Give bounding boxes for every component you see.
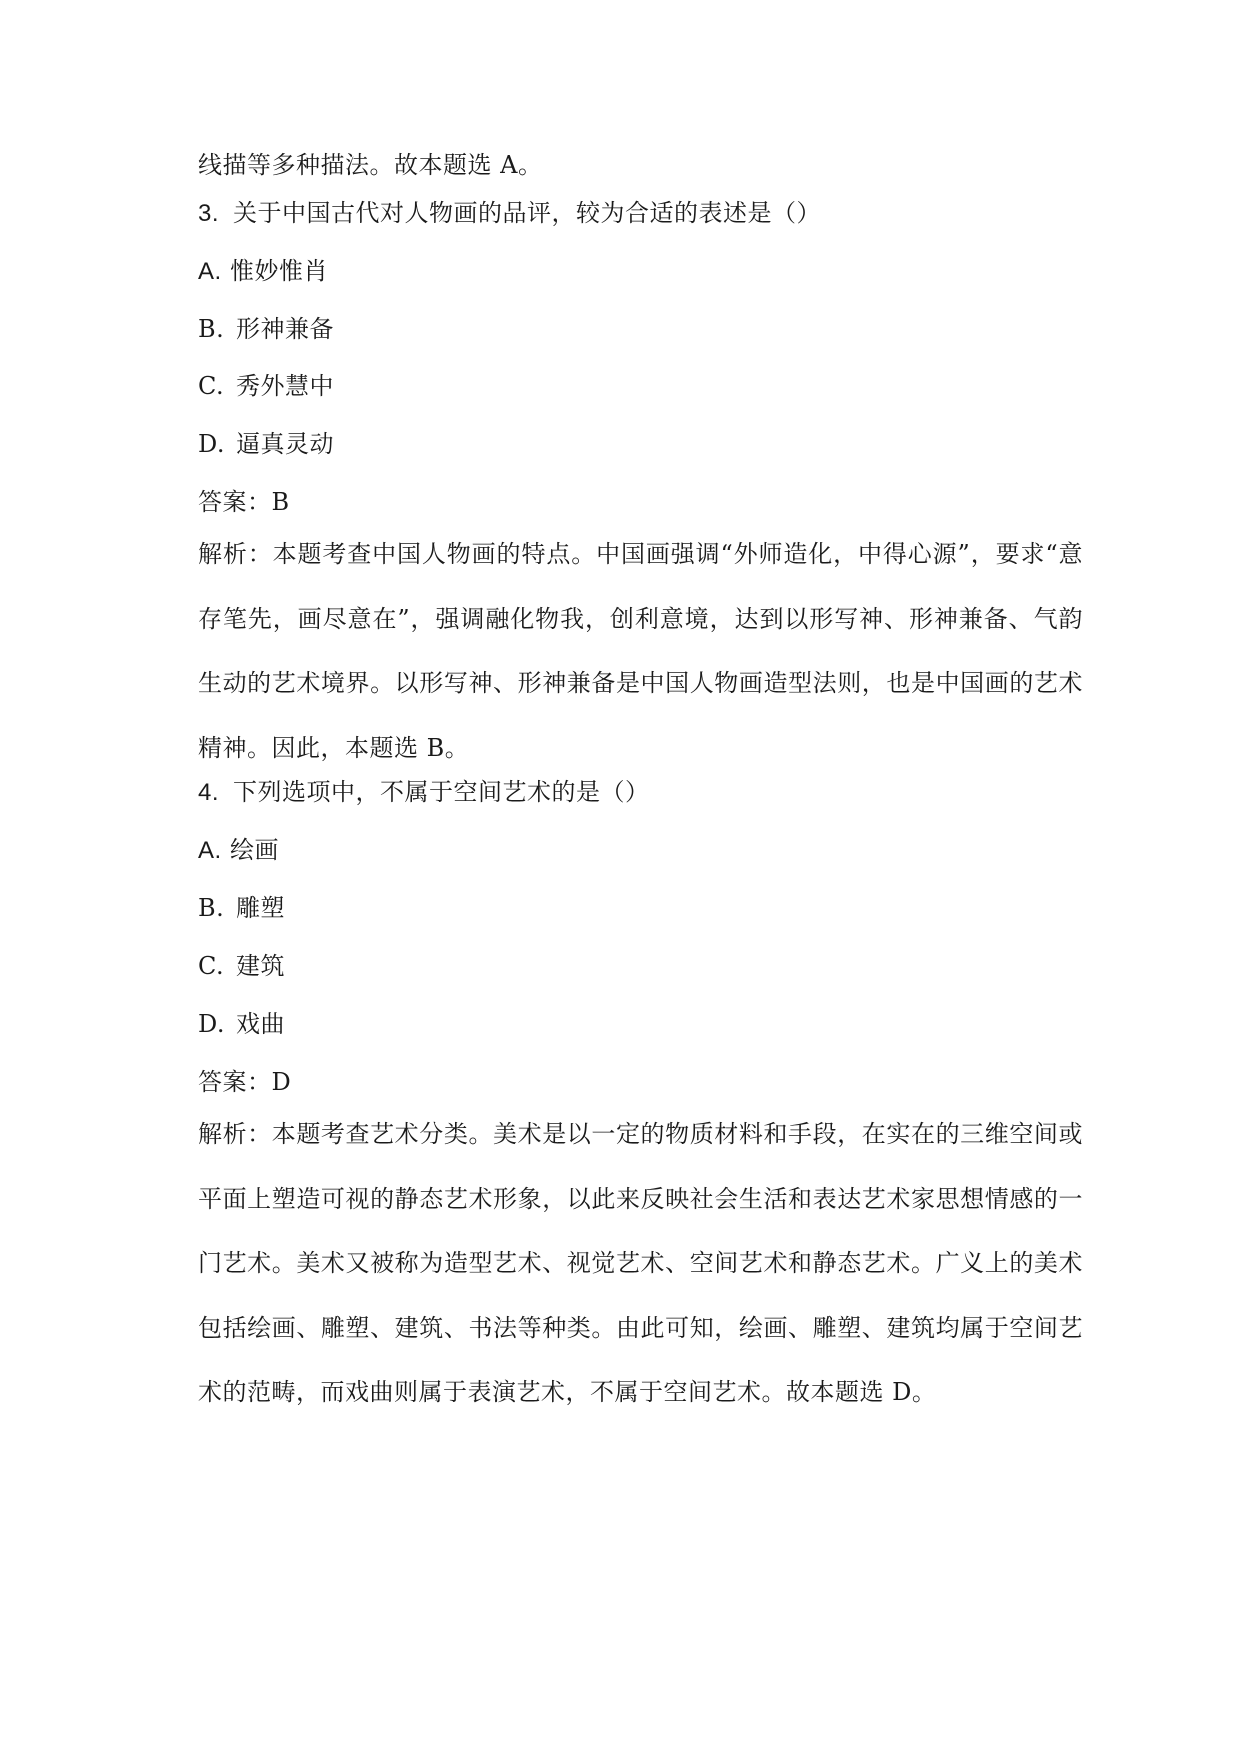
- option-letter: D.: [198, 1010, 226, 1038]
- option-letter: C.: [198, 952, 225, 980]
- option-text: 逼真灵动: [236, 430, 334, 458]
- option-text: 建筑: [236, 952, 285, 980]
- question-3-option-d: [198, 428, 334, 460]
- question-3-answer: 答案：B: [198, 488, 290, 516]
- option-text: 戏曲: [236, 1010, 285, 1038]
- option-letter: C.: [198, 372, 225, 400]
- question-4-option-b: [198, 892, 285, 924]
- option-text: 雕塑: [236, 894, 285, 922]
- option-letter: B.: [198, 315, 225, 343]
- question-number: 3.: [198, 200, 220, 227]
- option-text: 秀外慧中: [236, 372, 334, 400]
- question-4-stem-line: [198, 776, 650, 809]
- question-3-stem-line: [198, 197, 821, 230]
- option-text: 绘画: [230, 836, 279, 864]
- intro-line: 线描等多种描法。故本题选 A。: [198, 151, 543, 179]
- option-text: 形神兼备: [236, 315, 334, 343]
- question-number: 4.: [198, 779, 220, 806]
- question-4-option-a: [198, 834, 279, 867]
- question-3-analysis: 解析：本题考查中国人物画的特点。中国画强调“外师造化，中得心源”，要求“意存笔先，画尽意在”，强调融化物我，创利意境，达到以形写神、形神兼备、气韵生动的艺术境界。以形写神、形神兼备是中国人物画造型法则，也是中国画的艺术精神。因此，本题选 B。: [198, 540, 1083, 762]
- option-letter: A.: [198, 258, 222, 285]
- option-letter: A.: [198, 837, 222, 864]
- question-3-option-b: [198, 313, 334, 345]
- question-stem: 下列选项中，不属于空间艺术的是（）: [233, 778, 650, 806]
- question-4-option-c: [198, 950, 285, 982]
- question-4-analysis: 解析：本题考查艺术分类。美术是以一定的物质材料和手段，在实在的三维空间或平面上塑造可视的静态艺术形象，以此来反映社会生活和表达艺术家思想情感的一门艺术。美术又被称为造型艺术、视觉艺术、空间艺术和静态艺术。广义上的美术包括绘画、雕塑、建筑、书法等种类。由此可知，绘画、雕塑、建筑均属于空间艺术的范畴，而戏曲则属于表演艺术，不属于空间艺术。故本题选 D。: [198, 1120, 1083, 1406]
- option-letter: D.: [198, 430, 226, 458]
- option-letter: B.: [198, 894, 225, 922]
- question-3-option-a: [198, 255, 328, 288]
- option-text: 惟妙惟肖: [230, 257, 328, 285]
- question-3-option-c: [198, 370, 334, 402]
- question-4-answer: 答案：D: [198, 1068, 292, 1096]
- question-stem: 关于中国古代对人物画的品评，较为合适的表述是（）: [233, 199, 822, 227]
- question-4-option-d: [198, 1008, 285, 1040]
